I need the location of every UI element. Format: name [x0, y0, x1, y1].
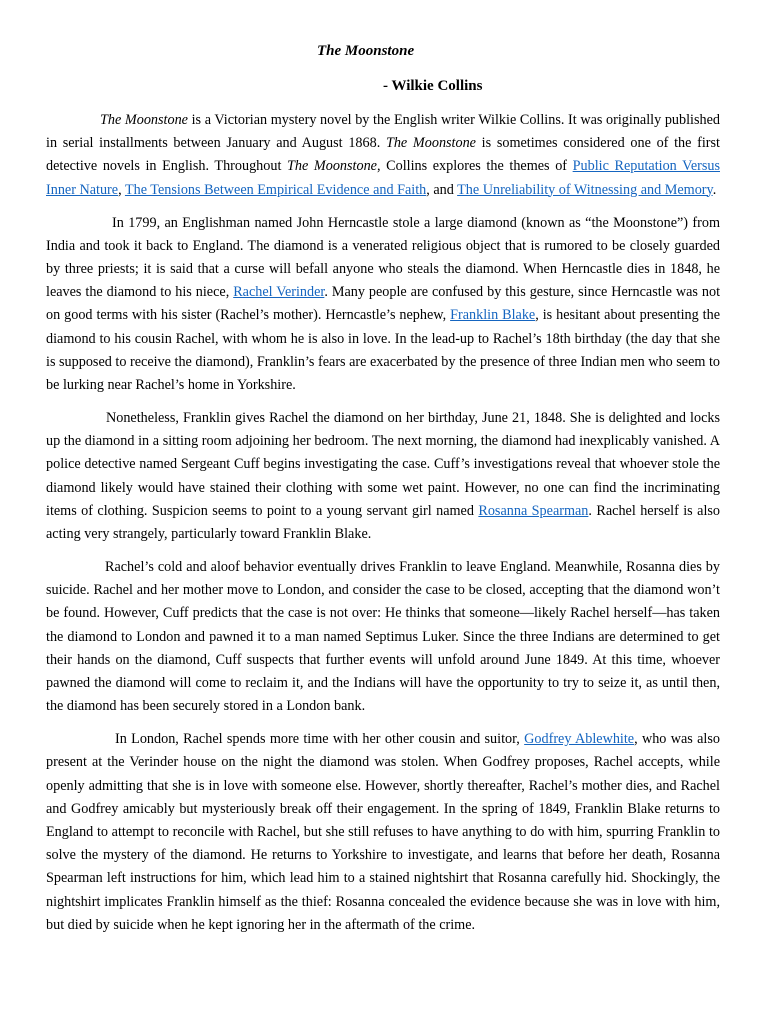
- intro-text-4: ,: [118, 181, 125, 198]
- intro-text-2: is sometimes considered one of the first detective novels in English. Throughout: [46, 135, 720, 175]
- summary-paragraph-1: [46, 212, 720, 398]
- paragraph-text: In 1799, an Englishman named John Herncastle stole a large diamond (known as “the Moonstone”) from India and took it back to England. The diamond is a venerated religious object that is rumored to be closely guarded by three priests; it is said that a curse will befall anyone who steals the diamond. When Herncastle dies in 1848, he leaves the diamond to his niece,: [46, 214, 720, 301]
- link-rosanna-spearman[interactable]: Rosanna Spearman: [478, 502, 589, 519]
- italic-title: The Moonstone: [287, 158, 377, 175]
- summary-paragraph-3: [46, 556, 720, 718]
- link-rachel-verinder[interactable]: Rachel Verinder: [233, 284, 325, 301]
- paragraph-text: , who was also present at the Verinder house on the night the diamond was stolen. When Godfrey proposes, Rachel accepts, while openly admitting that she is in love with someone else. However, shortly thereafter, Rachel’s mother dies, and Rachel and Godfrey amicably but mysteriously break off their engagement. In the spring of 1849, Franklin Blake returns to England to attempt to reconcile with Rachel, but she still refuses to have anything to do with him, spurring Franklin to solve the mystery of the diamond. He returns to Yorkshire to investigate, and learns that before her death, Rosanna Spearman left instructions for him, which lead him to a stained nightshirt that Rosanna carefully hid. Shockingly, the nightshirt implicates Franklin himself as the thief: Rosanna concealed the evidence because she was in love with him, but died by suicide when he kept ignoring her in the aftermath of the crime.: [46, 731, 720, 933]
- summary-paragraph-2: [46, 407, 720, 546]
- italic-title: The Moonstone: [100, 112, 188, 128]
- document-body: [46, 109, 720, 947]
- paragraph-text: Rachel’s cold and aloof behavior eventually drives Franklin to leave England. Meanwhile, Rosanna dies by suicide. Rachel and her mother move to London, and consider the case to be closed, accepting that the diamond won’t be found. However, Cuff predicts that the case is not over: He thinks that someone—likely Rachel herself—has taken the diamond to London and pawned it to a man named Septimus Luker. Since the three Indians are determined to get their hands on the diamond, Cuff suspects that further events will unfold around June 1849. At this time, whoever pawned the diamond will come to reclaim it, and the Indians will have the opportunity to try to seize it, as until then, the diamond has been securely stored in a London bank.: [46, 559, 720, 715]
- summary-paragraph-4: [46, 728, 720, 937]
- intro-paragraph: [46, 109, 720, 202]
- paragraph-text: In London, Rachel spends more time with her other cousin and suitor,: [115, 731, 525, 748]
- intro-text-1: is a Victorian mystery novel by the English writer Wilkie Collins. It was originally published in serial installments between January and August 1868.: [46, 112, 720, 152]
- paragraph-text: . Rachel herself is also acting very strangely, particularly toward Franklin Blake.: [46, 502, 720, 543]
- link-unreliability-witnessing[interactable]: The Unreliability of Witnessing and Memory: [457, 181, 713, 198]
- link-godfrey-ablewhite[interactable]: Godfrey Ablewhite: [524, 731, 635, 748]
- italic-title: The Moonstone: [385, 135, 476, 152]
- paragraph-text: . Many people are confused by this gesture, since Herncastle was not on good terms with his sister (Rachel’s mother). Herncastle’s nephew,: [46, 284, 721, 324]
- paragraph-text: Nonetheless, Franklin gives Rachel the diamond on her birthday, June 21, 1848. She is delighted and locks up the diamond in a sitting room adjoining her bedroom. The next morning, the diamond had inexplicably vanished. A police detective named Sergeant Cuff begins investigating the case. Cuff’s investigations reveal that whoever stole the diamond likely would have stained their clothing with some wet paint. However, no one can find the incriminating items of clothing. Suspicion seems to point to a young servant girl named: [46, 410, 720, 519]
- intro-text-6: .: [712, 181, 717, 198]
- intro-text-5: , and: [426, 181, 458, 198]
- document-title: The Moonstone: [317, 43, 415, 59]
- link-franklin-blake[interactable]: Franklin Blake: [450, 307, 536, 324]
- link-empirical-evidence[interactable]: The Tensions Between Empirical Evidence and Faith: [124, 181, 427, 198]
- intro-text-3: , Collins explores the themes of: [376, 158, 573, 175]
- paragraph-text: , is hesitant about presenting the diamond to his cousin Rachel, with whom he is also in love. In the lead-up to Rachel’s 18th birthday (the day that she is supposed to receive the diamond), Franklin’s fears are exacerbated by the presence of three Indian men who seem to be lurking near Rachel’s home in Yorkshire.: [46, 307, 721, 394]
- link-public-reputation[interactable]: Public Reputation Versus Inner Nature: [46, 158, 720, 198]
- document-author: - Wilkie Collins: [383, 78, 483, 94]
